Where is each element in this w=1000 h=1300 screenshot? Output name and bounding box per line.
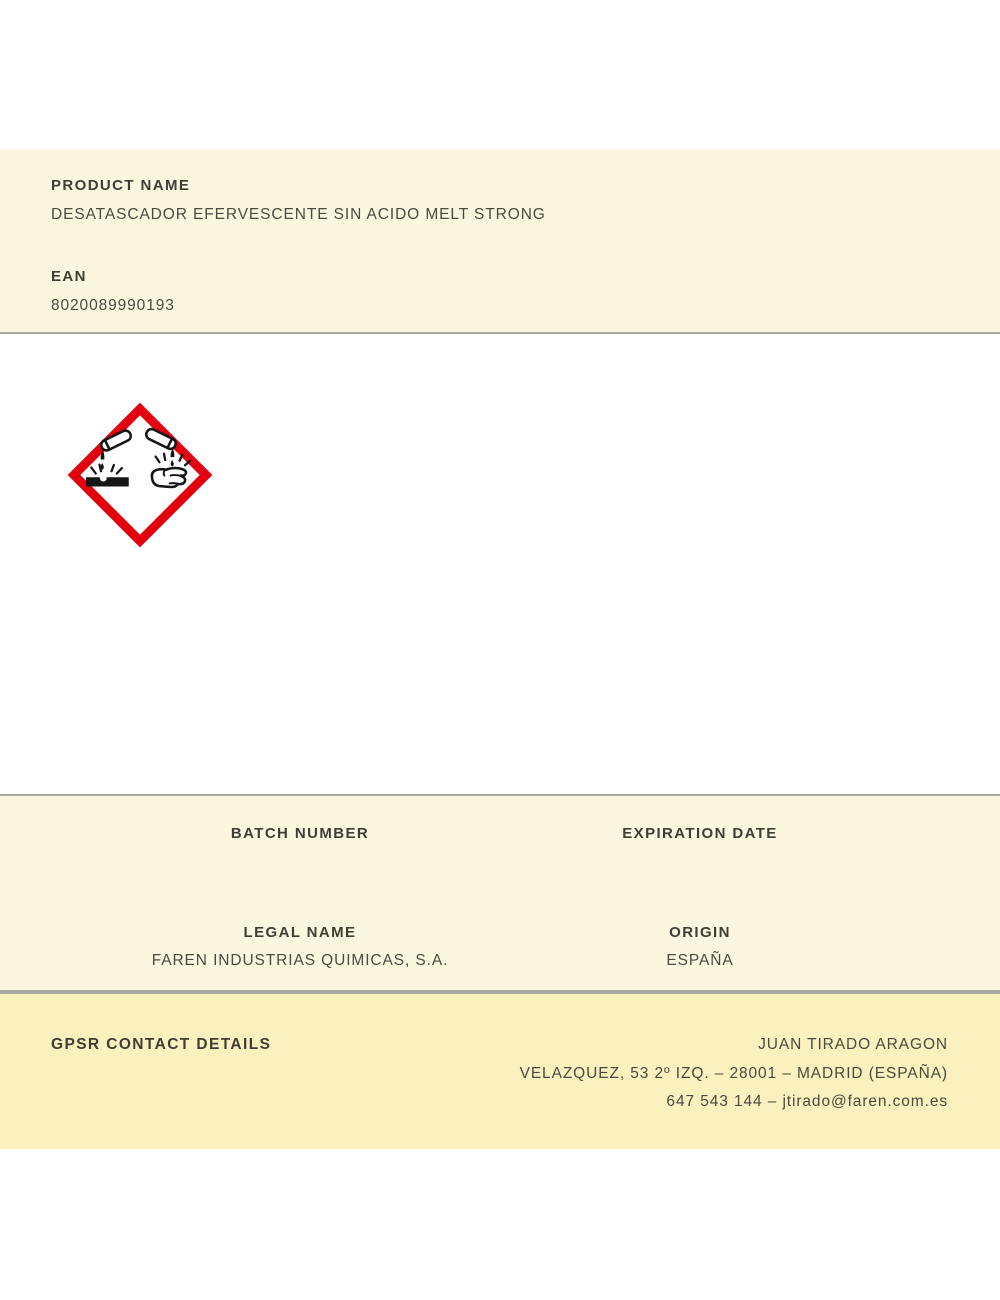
batch-expiration-row	[100, 824, 900, 852]
gpsr-contact-name: JUAN TIRADO ARAGON	[758, 1036, 948, 1053]
gpsr-contact-phone-email: 647 543 144 – jtirado@faren.com.es	[666, 1093, 948, 1110]
origin-field	[500, 923, 900, 971]
legal-name-value: FAREN INDUSTRIAS QUIMICAS, S.A.	[151, 952, 449, 969]
ean-field	[51, 267, 949, 316]
ean-label: EAN	[51, 268, 87, 285]
corrosion-pictogram-svg	[65, 400, 215, 550]
origin-value: ESPAÑA	[666, 952, 734, 969]
gpsr-contact-section	[0, 992, 1000, 1149]
ghs05-corrosive-icon	[65, 400, 215, 550]
gpsr-contact-block	[520, 1031, 948, 1117]
ean-value: 8020089990193	[51, 297, 175, 314]
batch-number-label: BATCH NUMBER	[230, 825, 370, 842]
product-name-label: PRODUCT NAME	[51, 177, 191, 194]
origin-label: ORIGIN	[669, 924, 731, 941]
product-name-value: DESATASCADOR EFERVESCENTE SIN ACIDO MELT STRONG	[51, 206, 546, 223]
expiration-date-field	[500, 824, 900, 852]
batch-details-section	[0, 794, 1000, 992]
product-info-section	[0, 149, 1000, 334]
gpsr-contact-address: VELAZQUEZ, 53 2º IZQ. – 28001 – MADRID (ESPAÑA)	[519, 1064, 948, 1082]
gpsr-contact-label: GPSR CONTACT DETAILS	[51, 1036, 272, 1053]
batch-number-field	[100, 824, 500, 852]
legal-name-field	[100, 923, 500, 971]
legal-origin-row	[100, 923, 900, 971]
legal-name-label: LEGAL NAME	[243, 924, 357, 941]
product-name-field	[51, 176, 949, 225]
expiration-date-label: EXPIRATION DATE	[622, 825, 778, 842]
